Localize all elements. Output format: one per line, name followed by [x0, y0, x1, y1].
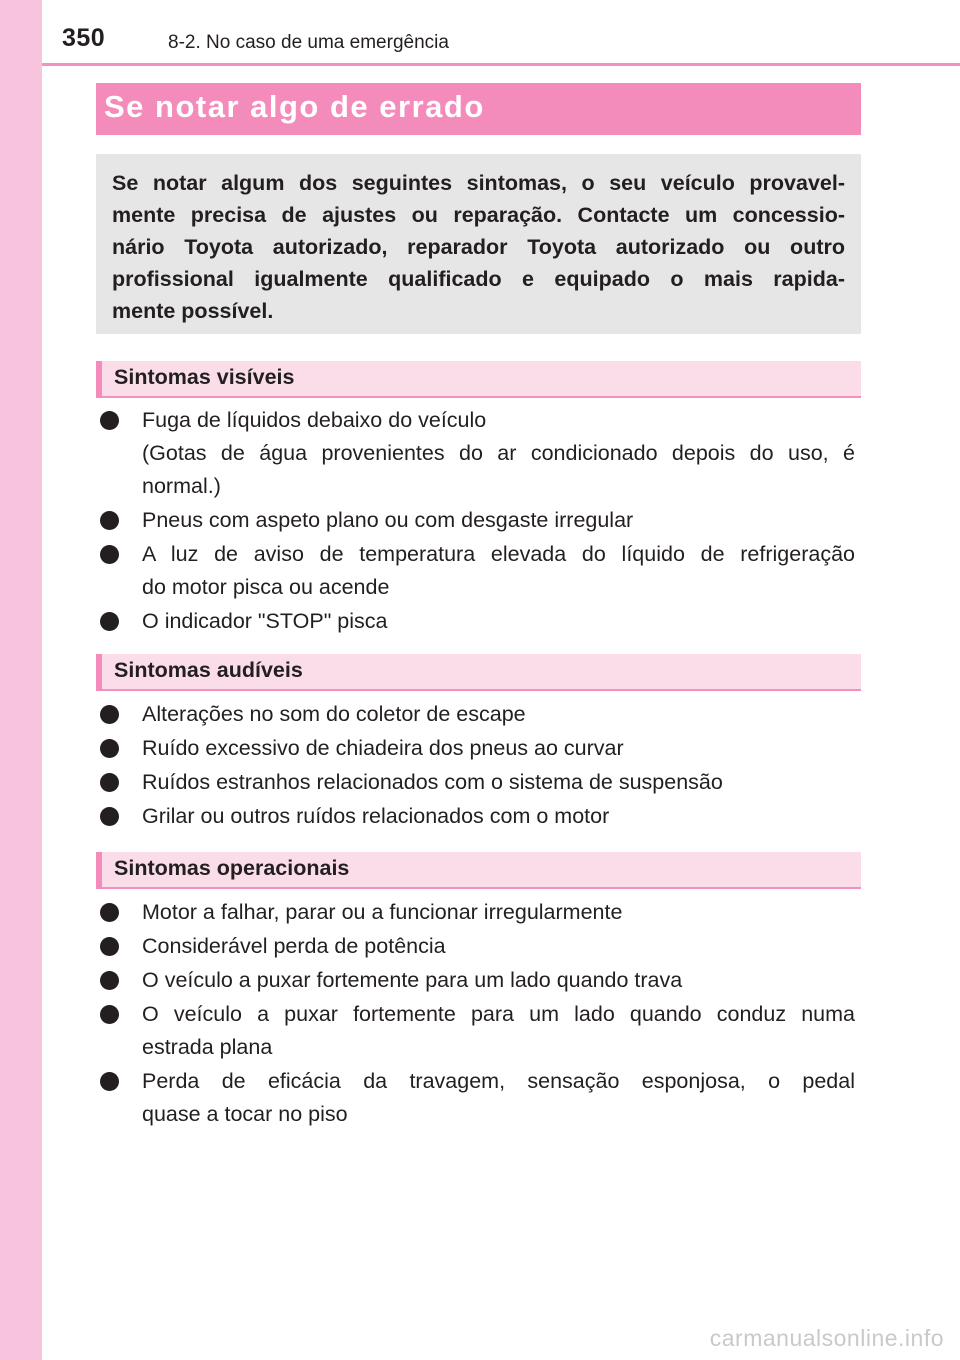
list-item-text: (Gotas de água provenientes do ar condicionado depois do uso, é — [142, 441, 855, 465]
bullet-icon — [100, 739, 119, 758]
list-item — [98, 800, 855, 833]
bullet-icon — [100, 773, 119, 792]
list-item — [98, 964, 855, 997]
intro-line: Se notar algum dos seguintes sintomas, o seu veículo provavel- — [112, 171, 845, 195]
intro-text — [112, 167, 845, 327]
page-title: Se notar algo de errado — [104, 89, 485, 124]
section-heading-audible-symptoms — [96, 654, 861, 691]
site-watermark: carmanualsonline.info — [709, 1325, 944, 1351]
bullet-icon — [100, 903, 119, 922]
side-tab-strip — [0, 0, 42, 1360]
intro-line: profissional igualmente qualificado e equipado o mais rapida- — [112, 267, 845, 291]
bullet-icon — [100, 1005, 119, 1024]
list-item-text: Considerável perda de potência — [142, 934, 446, 958]
list-item — [98, 538, 855, 604]
list-item-text: quase a tocar no piso — [142, 1102, 348, 1126]
list-item-text: Ruídos estranhos relacionados com o sistema de suspensão — [142, 770, 723, 794]
list-item — [98, 1065, 855, 1131]
bullet-icon — [100, 971, 119, 990]
list-item-text: Pneus com aspeto plano ou com desgaste irregular — [142, 508, 634, 532]
section-heading-operational-symptoms — [96, 852, 861, 889]
list-item — [98, 930, 855, 963]
list-item-text: Perda de eficácia da travagem, sensação esponjosa, o pedal — [142, 1069, 855, 1093]
list-item — [98, 766, 855, 799]
visible-symptoms-list — [98, 404, 855, 639]
operational-symptoms-list — [98, 896, 855, 1132]
section-heading-visible-symptoms — [96, 361, 861, 398]
intro-box — [96, 154, 861, 334]
bullet-icon — [100, 411, 119, 430]
audible-symptoms-list — [98, 698, 855, 834]
list-item-text: do motor pisca ou acende — [142, 575, 390, 599]
list-item-text: Motor a falhar, parar ou a funcionar irregularmente — [142, 900, 623, 924]
bullet-icon — [100, 545, 119, 564]
title-banner — [96, 83, 861, 135]
bullet-icon — [100, 937, 119, 956]
bullet-icon — [100, 705, 119, 724]
list-item — [98, 504, 855, 537]
list-item-text: Grilar ou outros ruídos relacionados com o motor — [142, 804, 610, 828]
list-item-text: O veículo a puxar fortemente para um lado quando trava — [142, 968, 683, 992]
header-divider — [42, 63, 960, 66]
list-item-text: normal.) — [142, 474, 221, 498]
list-item-text: O veículo a puxar fortemente para um lado quando conduz numa — [142, 1002, 855, 1026]
intro-line: mente precisa de ajustes ou reparação. Contacte um concessio- — [112, 203, 845, 227]
intro-line: mente possível. — [112, 299, 274, 323]
list-item-text: A luz de aviso de temperatura elevada do líquido de refrigeração — [142, 542, 855, 566]
bullet-icon — [100, 1072, 119, 1091]
list-item-text: estrada plana — [142, 1035, 273, 1059]
list-item-text: Fuga de líquidos debaixo do veículo — [142, 408, 487, 432]
section-heading-text: Sintomas visíveis — [114, 365, 295, 389]
bullet-icon — [100, 807, 119, 826]
list-item — [98, 896, 855, 929]
bullet-icon — [100, 511, 119, 530]
list-item — [98, 698, 855, 731]
intro-line: nário Toyota autorizado, reparador Toyota autorizado ou outro — [112, 235, 845, 259]
list-item — [98, 732, 855, 765]
list-item-text: Alterações no som do coletor de escape — [142, 702, 526, 726]
list-item-text: Ruído excessivo de chiadeira dos pneus ao curvar — [142, 736, 624, 760]
list-item — [98, 605, 855, 638]
bullet-icon — [100, 612, 119, 631]
section-reference: 8-2. No caso de uma emergência — [168, 32, 449, 53]
page-number: 350 — [62, 24, 106, 52]
section-heading-text: Sintomas operacionais — [114, 856, 350, 880]
list-item — [98, 998, 855, 1064]
list-item — [98, 404, 855, 503]
list-item-text: O indicador "STOP" pisca — [142, 609, 388, 633]
section-heading-text: Sintomas audíveis — [114, 658, 303, 682]
